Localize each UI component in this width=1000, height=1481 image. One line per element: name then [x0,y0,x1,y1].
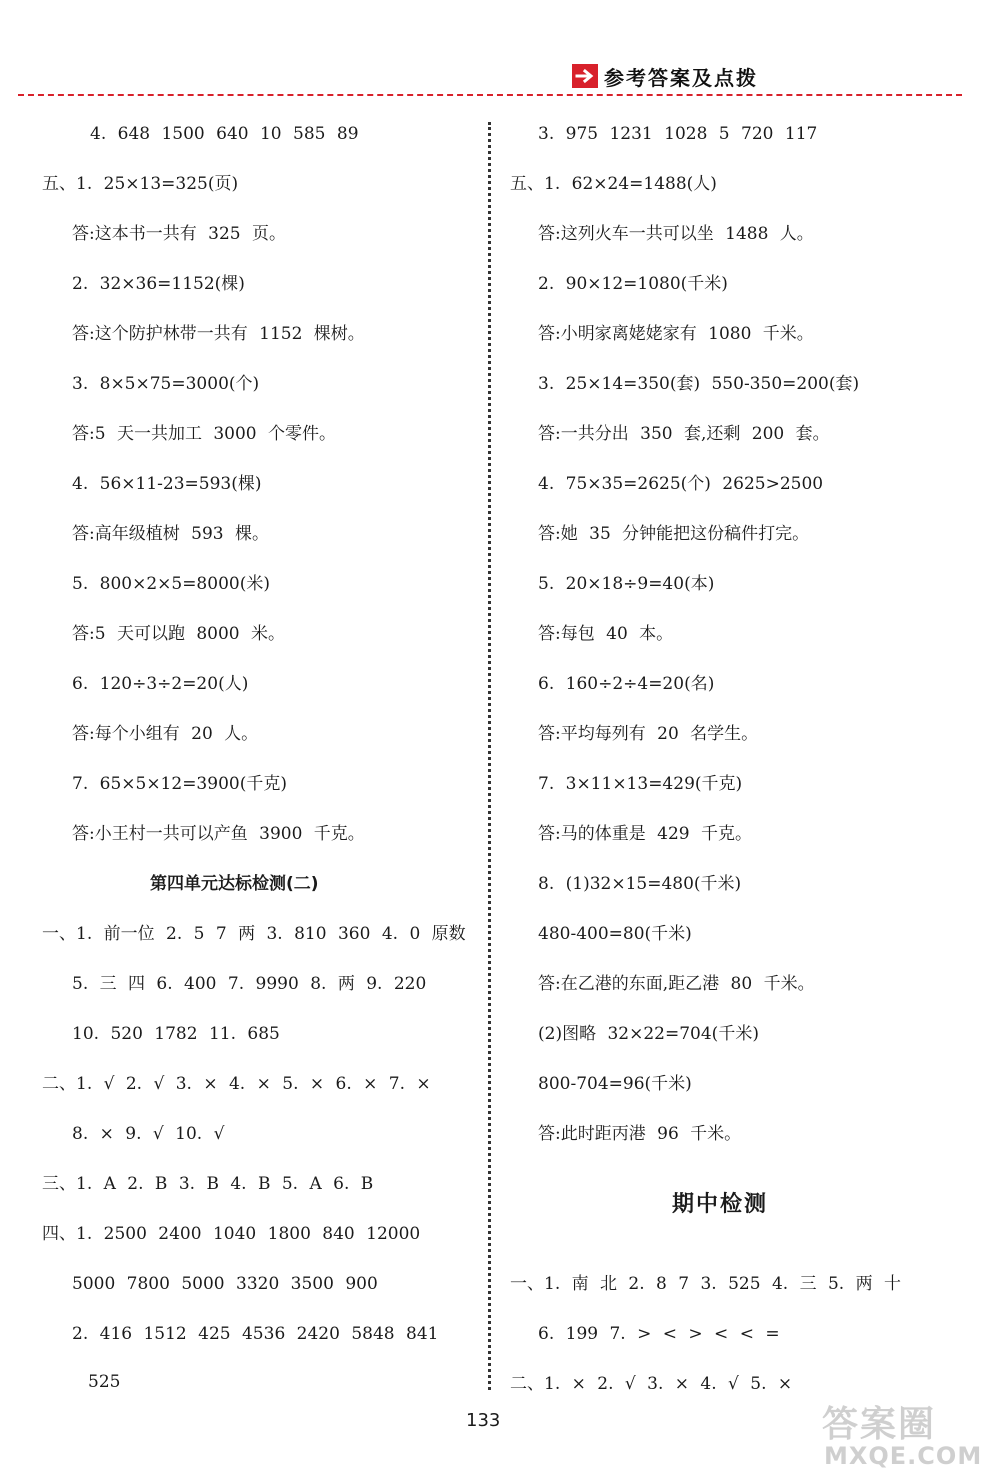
answer-line: 一、1. 前一位 2. 5 7 两 3. 810 360 4. 0 原数 [42,924,466,944]
answer-line: 答:平均每列有 20 名学生。 [538,724,759,744]
answer-line: 5000 7800 5000 3320 3500 900 [72,1274,378,1294]
answer-line: 答:她 35 分钟能把这份稿件打完。 [538,524,810,544]
header-title: 参考答案及点拨 [604,65,758,90]
answer-line: 答:此时距丙港 96 千米。 [538,1124,742,1144]
answer-line: 2. 416 1512 425 4536 2420 5848 841 [72,1324,439,1344]
watermark-logo [822,1396,992,1472]
answer-line: 8. (1)32×15=480(千米) [538,874,742,894]
answer-line: 5. 20×18÷9=40(本) [538,574,715,594]
answer-line: 5. 三 四 6. 400 7. 9990 8. 两 9. 220 [72,974,427,994]
answer-line: 二、1. × 2. √ 3. × 4. √ 5. × [510,1374,793,1394]
answer-line: 5. 800×2×5=8000(米) [72,574,270,594]
answer-line: 7. 3×11×13=429(千克) [538,774,743,794]
answer-line: 4. 648 1500 640 10 585 89 [90,124,359,144]
answer-line: 3. 975 1231 1028 5 720 117 [538,124,818,144]
section-title: 第四单元达标检测(二) [150,874,319,894]
arrow-right-icon [572,64,598,88]
answer-line: 6. 199 7. > < > < < = [538,1324,780,1344]
answer-line: 答:5 天可以跑 8000 米。 [72,624,286,644]
answer-line: 五、1. 25×13=325(页) [42,174,239,194]
answer-line: 800-704=96(千米) [538,1074,692,1094]
answer-line: 答:小明家离姥姥家有 1080 千米。 [538,324,814,344]
answer-line: 答:在乙港的东面,距乙港 80 千米。 [538,974,815,994]
answer-line: 三、1. A 2. B 3. B 4. B 5. A 6. B [42,1174,374,1194]
answer-line: 3. 8×5×75=3000(个) [72,374,260,394]
answer-line: 7. 65×5×12=3900(千克) [72,774,287,794]
answer-line: 答:这个防护林带一共有 1152 棵树。 [72,324,365,344]
watermark-url: MXQE.COM [824,1442,983,1470]
answer-line: 五、1. 62×24=1488(人) [510,174,717,194]
answer-line: 答:高年级植树 593 棵。 [72,524,269,544]
column-divider [488,122,491,1390]
answer-line: 2. 90×12=1080(千米) [538,274,728,294]
answer-line: 二、1. √ 2. √ 3. × 4. × 5. × 6. × 7. × [42,1074,431,1094]
answer-line: 答:这列火车一共可以坐 1488 人。 [538,224,814,244]
answer-line: 10. 520 1782 11. 685 [72,1024,280,1044]
answer-line: 答:马的体重是 429 千克。 [538,824,752,844]
header-divider [18,94,962,96]
answer-line: 答:每个小组有 20 人。 [72,724,259,744]
answer-line: (2)图略 32×22=704(千米) [538,1024,759,1044]
answer-line: 答:一共分出 350 套,还剩 200 套。 [538,424,830,444]
answer-line: 四、1. 2500 2400 1040 1800 840 12000 [42,1224,421,1244]
answer-line: 480-400=80(千米) [538,924,692,944]
page-number: 133 [466,1410,501,1431]
watermark-text: 答案圈 [822,1404,937,1445]
section-title: 期中检测 [672,1192,769,1217]
answer-line: 3. 25×14=350(套) 550-350=200(套) [538,374,860,394]
answer-line: 答:5 天一共加工 3000 个零件。 [72,424,337,444]
answer-line: 2. 32×36=1152(棵) [72,274,245,294]
answer-line: 答:小王村一共可以产鱼 3900 千克。 [72,824,365,844]
answer-line: 6. 120÷3÷2=20(人) [72,674,249,694]
answer-line: 一、1. 南 北 2. 8 7 3. 525 4. 三 5. 两 十 [510,1274,902,1294]
page-header [572,62,758,90]
answer-line: 4. 75×35=2625(个) 2625>2500 [538,474,824,494]
answer-line: 答:每包 40 本。 [538,624,674,644]
answer-line: 525 [88,1372,121,1392]
answer-line: 8. × 9. √ 10. √ [72,1124,225,1144]
answer-line: 4. 56×11-23=593(棵) [72,474,262,494]
answer-line: 答:这本书一共有 325 页。 [72,224,286,244]
answer-line: 6. 160÷2÷4=20(名) [538,674,715,694]
